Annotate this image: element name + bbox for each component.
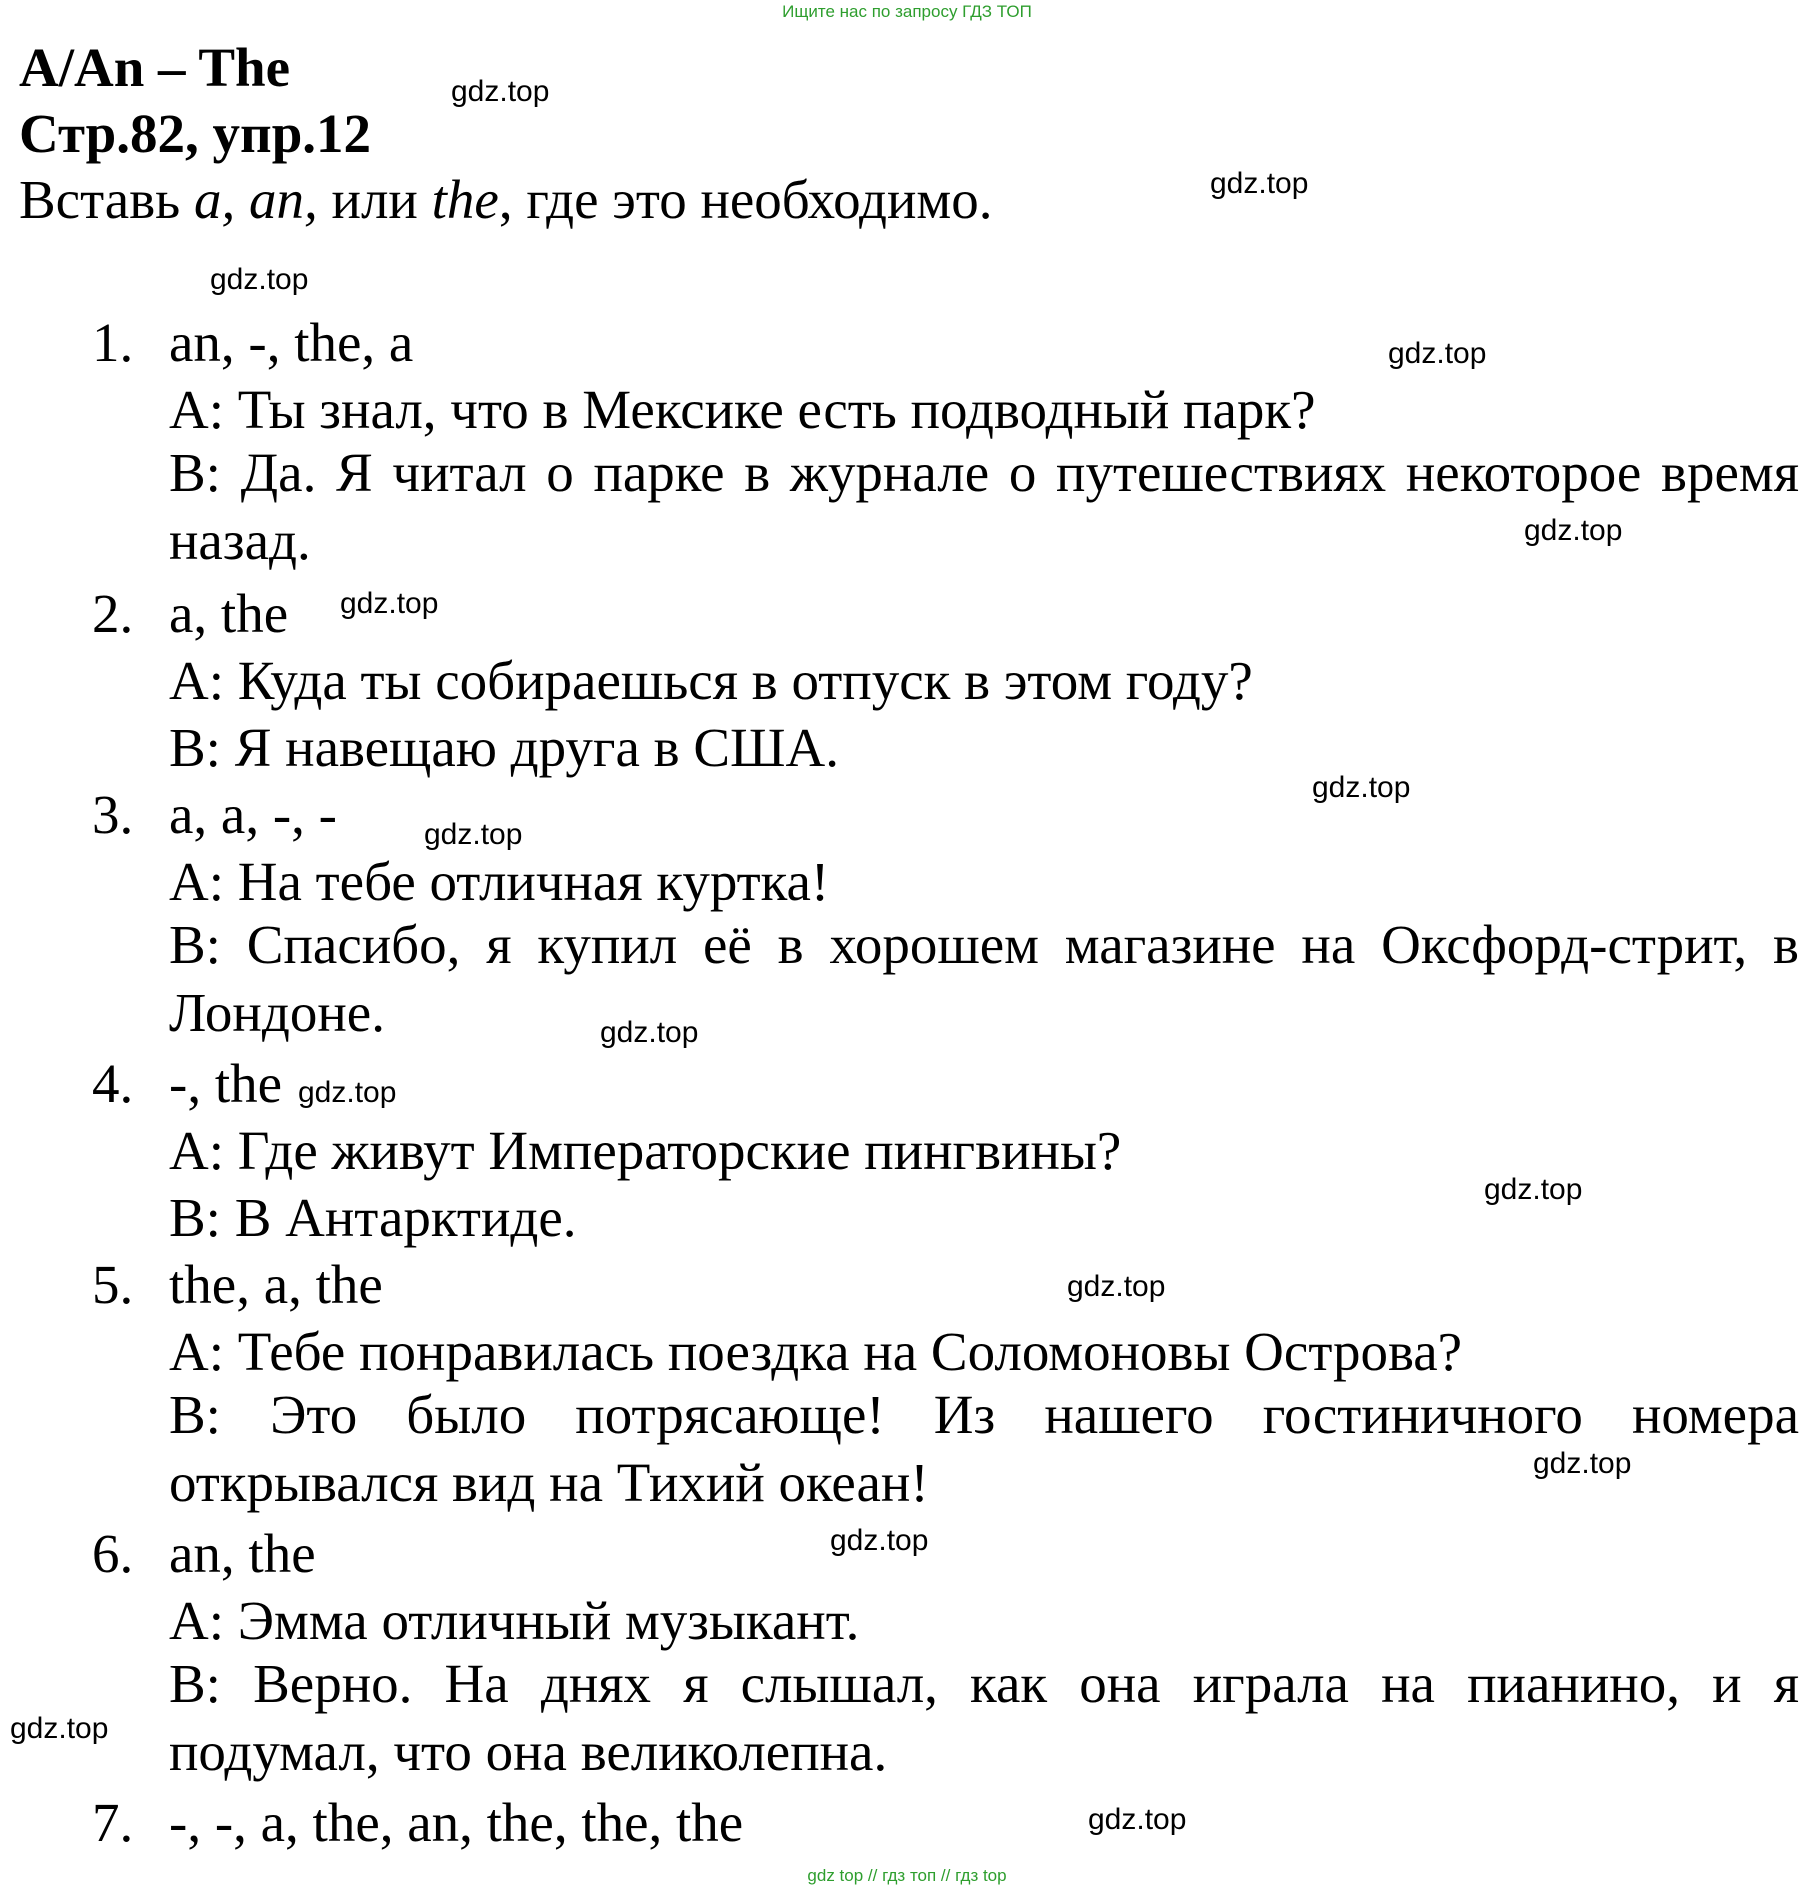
item-answer: the, a, the <box>169 1254 383 1315</box>
watermark: gdz.top <box>1533 1447 1632 1480</box>
instruction-prefix: Вставь <box>19 169 195 230</box>
watermark: gdz.top <box>424 818 523 851</box>
dialogue-line-b: B: Я навещаю друга в США. <box>169 717 839 778</box>
watermark: gdz.top <box>1484 1173 1583 1206</box>
item-number: 5. <box>92 1254 134 1315</box>
dialogue-line-a: A: На тебе отличная куртка! <box>169 851 830 912</box>
watermark: gdz.top <box>298 1076 397 1109</box>
watermark: gdz.top <box>1088 1803 1187 1836</box>
watermark: gdz.top <box>1388 337 1487 370</box>
dialogue-line-b: B: Верно. На днях я слышал, как она играла на пианино, и я подумал, что она великолепна. <box>169 1653 1799 1782</box>
item-number: 3. <box>92 784 134 845</box>
page-subtitle: Стр.82, упр.12 <box>19 103 372 164</box>
instruction-mid: или <box>317 169 432 230</box>
instruction <box>19 169 993 230</box>
dialogue-line-b: B: Это было потрясающе! Из нашего гостиничного номера открывался вид на Тихий океан! <box>169 1384 1799 1513</box>
item-number: 2. <box>92 583 134 644</box>
dialogue-line-a: A: Где живут Императорские пингвины? <box>169 1120 1122 1181</box>
dialogue-line-b: B: В Антарктиде. <box>169 1187 577 1248</box>
watermark: gdz.top <box>451 75 550 108</box>
item-answer: -, the <box>169 1053 283 1114</box>
dialogue-line-b: B: Спасибо, я купил её в хорошем магазине на Оксфорд-стрит, в Лондоне. <box>169 914 1799 1043</box>
item-answer: -, -, a, the, an, the, the, the <box>169 1792 744 1853</box>
item-number: 4. <box>92 1053 134 1114</box>
item-number: 7. <box>92 1792 134 1853</box>
top-banner: Ищите нас по запросу ГДЗ ТОП <box>782 2 1032 21</box>
item-answer: a, a, -, - <box>169 784 337 845</box>
dialogue-line-a: A: Эмма отличный музыкант. <box>169 1590 860 1651</box>
watermark: gdz.top <box>600 1016 699 1049</box>
dialogue-line-a: A: Ты знал, что в Мексике есть подводный парк? <box>169 379 1316 440</box>
dialogue-line-b: B: Да. Я читал о парке в журнале о путешествиях некоторое время назад. <box>169 442 1799 571</box>
watermark: gdz.top <box>830 1524 929 1557</box>
item-number: 6. <box>92 1523 134 1584</box>
footer-banner: gdz top // гдз топ // гдз top <box>807 1866 1007 1885</box>
watermark: gdz.top <box>210 263 309 296</box>
dialogue-line-a: A: Тебе понравилась поездка на Соломоновы Острова? <box>169 1321 1463 1382</box>
watermark: gdz.top <box>1210 167 1309 200</box>
watermark: gdz.top <box>1524 514 1623 547</box>
item-answer: an, the <box>169 1523 316 1584</box>
dialogue-line-a: A: Куда ты собираешься в отпуск в этом году? <box>169 650 1253 711</box>
item-number: 1. <box>92 312 134 373</box>
page-title: A/An – The <box>19 37 290 98</box>
watermark: gdz.top <box>10 1712 109 1745</box>
watermark: gdz.top <box>1067 1270 1166 1303</box>
watermark: gdz.top <box>1312 771 1411 804</box>
instruction-the: the <box>431 169 499 230</box>
item-answer: an, -, the, a <box>169 312 414 373</box>
instruction-an: an, <box>249 169 318 230</box>
watermark: gdz.top <box>340 587 439 620</box>
instruction-suffix: , где это необходимо. <box>498 169 993 230</box>
item-answer: a, the <box>169 583 289 644</box>
instruction-a: a, <box>194 169 236 230</box>
